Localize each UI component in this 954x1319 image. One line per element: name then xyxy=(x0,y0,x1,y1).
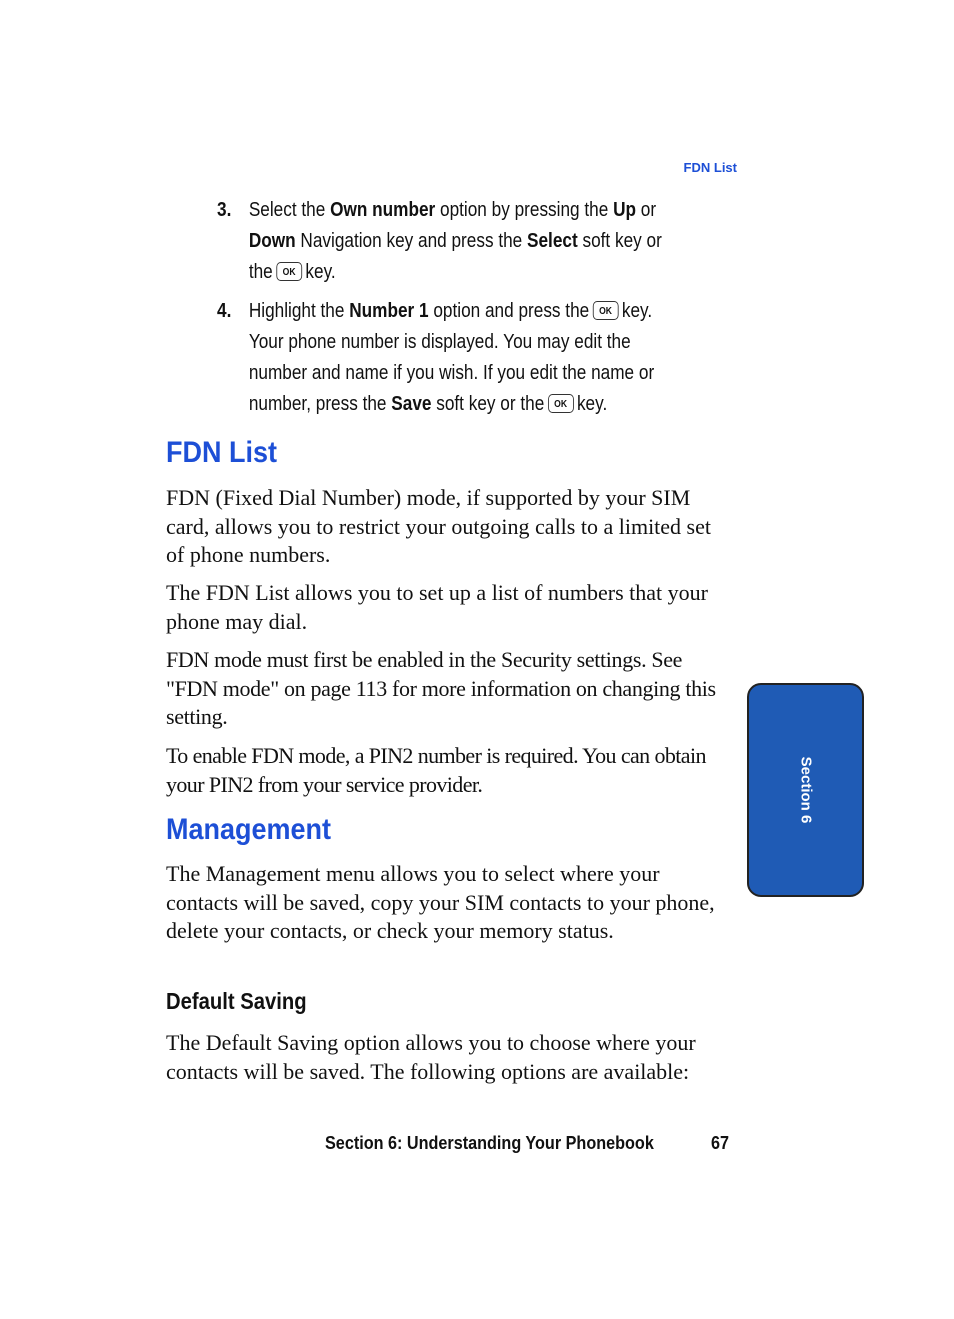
step-3-line-3: the OK key. xyxy=(248,261,336,283)
footer-title: Section 6: Understanding Your Phonebook xyxy=(325,1133,654,1153)
step-3 xyxy=(217,195,664,288)
step-number: 4. xyxy=(217,300,232,322)
section-tab-label: Section 6 xyxy=(797,756,814,824)
step-4-line-3: number and name if you wish. If you edit the name or xyxy=(248,362,655,384)
step-3-line-1: Select the Own number option by pressing the Up or xyxy=(248,199,657,221)
fdn-paragraph-1: FDN (Fixed Dial Number) mode, if supported by your SIM card, allows you to restrict your outgoing calls to a limited set of phone numbers. xyxy=(166,485,711,567)
page-number: 67 xyxy=(711,1133,730,1153)
fdn-paragraph-3: FDN mode must first be enabled in the Security settings. See "FDN mode" on page 113 for more information on changing this setting. xyxy=(166,647,716,729)
section-tab xyxy=(747,683,864,897)
default-saving-heading: Default Saving xyxy=(166,988,307,1014)
step-4-line-1: Highlight the Number 1 option and press the OK key. xyxy=(248,300,653,322)
step-number: 3. xyxy=(217,199,232,221)
fdn-paragraph-2: The FDN List allows you to set up a list of numbers that your phone may dial. xyxy=(166,580,708,634)
fdn-list-heading: FDN List xyxy=(166,436,277,469)
management-heading: Management xyxy=(166,813,332,846)
running-header: FDN List xyxy=(683,160,737,175)
management-paragraph: The Management menu allows you to select where your contacts will be saved, copy your SIM contacts to your phone, delete your contacts, or check your memory status. xyxy=(166,861,715,943)
step-4-line-2: Your phone number is displayed. You may edit the xyxy=(248,331,631,353)
ok-key-icon: OK xyxy=(276,262,302,281)
step-4 xyxy=(217,296,664,420)
fdn-paragraph-4: To enable FDN mode, a PIN2 number is required. You can obtain your PIN2 from your service provider. xyxy=(166,743,706,797)
ok-key-icon: OK xyxy=(548,394,574,413)
default-saving-paragraph: The Default Saving option allows you to choose where your contacts will be saved. The following options are available: xyxy=(166,1030,696,1084)
ok-key-icon: OK xyxy=(593,301,619,320)
step-4-line-4: number, press the Save soft key or the OK key. xyxy=(248,393,608,415)
step-3-line-2: Down Navigation key and press the Select soft key or xyxy=(248,230,662,252)
